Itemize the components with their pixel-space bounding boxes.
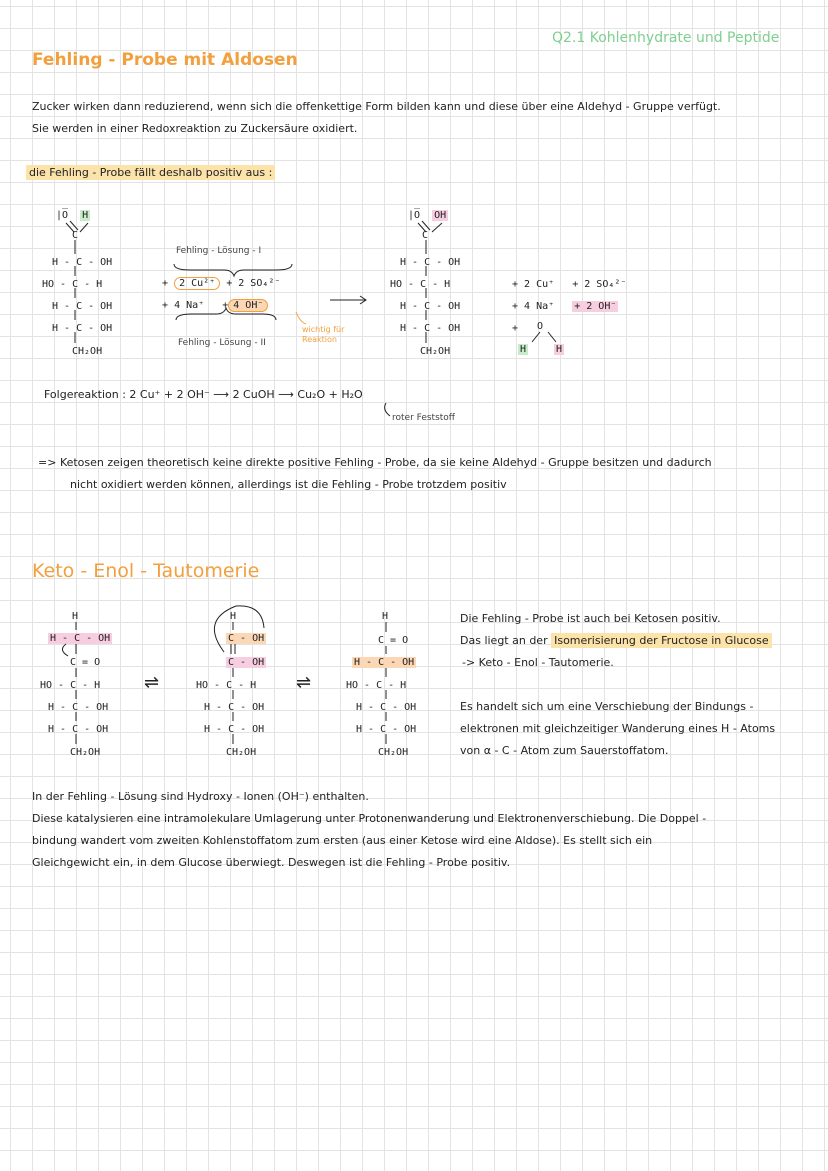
side-line-1: Die Fehling - Probe ist auch bei Ketosen positiv.: [460, 612, 721, 625]
side-line-5: elektronen mit gleichzeitiger Wanderung eines H - Atoms: [460, 722, 776, 735]
product-sodium: + 4 Na⁺: [512, 301, 555, 312]
para-line-1: In der Fehling - Lösung sind Hydroxy - Ionen (OH⁻) enthalten.: [32, 790, 369, 803]
aldose-row-5: CH₂OH: [72, 346, 103, 357]
acid-row-3: H - C - OH: [400, 301, 461, 312]
acid-hydroxyl: OH: [434, 210, 447, 221]
conclusion-text-1: Ketosen zeigen theoretisch keine direkte positive Fehling - Probe, da sie keine Aldehyd - Gruppe besitzen und dadurch: [59, 456, 712, 469]
aldehyde-row-1: C = O: [378, 635, 409, 646]
fehling-label-1: Fehling - Lösung - I: [176, 246, 262, 256]
sodium-ion: 4 Na⁺: [174, 300, 205, 311]
acid-oxygen: |O̅: [408, 210, 421, 221]
keto-row-6: CH₂OH: [70, 747, 101, 758]
acid-row-1: H - C - OH: [400, 257, 461, 268]
plus-sign: +: [162, 300, 169, 311]
equilibrium-arrow-1: ⇌: [144, 672, 160, 693]
keto-row-1-text: H - C - OH: [50, 633, 111, 644]
enol-row-4: H - C - OH: [204, 702, 265, 713]
keto-row-2: C = O: [70, 657, 101, 668]
red-solid-note: roter Feststoff: [392, 413, 455, 423]
keto-row-3: HO - C - H: [40, 680, 101, 691]
hydroxide-ion: 4 OH⁻: [228, 299, 268, 312]
plus-sign: +: [222, 300, 229, 311]
followup-label: Folgereaktion :: [44, 388, 126, 401]
acid-row-2: HO - C - H: [390, 279, 451, 290]
section-title-fehling: Fehling - Probe mit Aldosen: [32, 50, 298, 70]
keto-row-5: H - C - OH: [48, 724, 109, 735]
note-pointer: [296, 312, 306, 324]
acid-row-5: CH₂OH: [420, 346, 451, 357]
course-title: Q2.1 Kohlenhydrate und Peptide: [552, 30, 780, 46]
acid-row-4: H - C - OH: [400, 323, 461, 334]
enol-row-2-text: C - OH: [228, 657, 265, 668]
product-copper: + 2 Cu⁺: [512, 279, 555, 290]
aldehyde-row-2-text: H - C - OH: [354, 657, 415, 668]
water-bond-right: [548, 332, 556, 342]
enol-row-6: CH₂OH: [226, 747, 257, 758]
para-line-2: Diese katalysieren eine intramolekulare Umlagerung unter Protonenwanderung und Elektronenverschiebung. Die Doppel -: [32, 812, 707, 825]
side-line-4: Es handelt sich um eine Verschiebung der Bindungs -: [460, 700, 754, 713]
water-bond-left: [532, 332, 540, 342]
para-line-4: Gleichgewicht ein, in dem Glucose überwiegt. Deswegen ist die Fehling - Probe positiv.: [32, 856, 511, 869]
aldose-carbonyl-c: C: [72, 230, 79, 241]
section-title-tautomerie: Keto - Enol - Tautomerie: [32, 560, 260, 582]
brace-top: [174, 264, 292, 276]
keto-row-0: H: [72, 611, 79, 622]
note-hook: [385, 403, 390, 416]
plus-sign: +: [162, 278, 169, 289]
acid-carboxyl-c: C: [422, 230, 429, 241]
aldehyde-row-6: CH₂OH: [378, 747, 409, 758]
water-oxygen: O: [537, 321, 544, 332]
aldehyde-row-4: H - C - OH: [356, 702, 417, 713]
brace-bottom: [176, 308, 276, 320]
aldehyde-row-5: H - C - OH: [356, 724, 417, 735]
intro-line-2: Sie werden in einer Redoxreaktion zu Zuckersäure oxidiert.: [32, 122, 358, 135]
para-line-3: bindung wandert vom zweiten Kohlenstoffatom zum ersten (aus einer Ketose wird eine Aldose). Es stellt sich ein: [32, 834, 653, 847]
enol-row-0: H: [230, 611, 237, 622]
enol-row-5: H - C - OH: [204, 724, 265, 735]
side-line-6: von α - C - Atom zum Sauerstoffatom.: [460, 744, 669, 757]
aldose-row-3: H - C - OH: [52, 301, 113, 312]
enol-row-1-text: C - OH: [228, 633, 265, 644]
enol-electron-arrow: [214, 606, 264, 652]
product-hydroxide: + 2 OH⁻: [574, 301, 617, 312]
side-line-2-highlight: Isomerisierung der Fructose in Glucose: [551, 633, 772, 648]
water-h-right-text: H: [556, 344, 563, 355]
aldehyde-row-0: H: [382, 611, 389, 622]
reaction-note: wichtig für Reaktion: [302, 325, 345, 344]
aldehyde-row-3: HO - C - H: [346, 680, 407, 691]
aldose-row-4: H - C - OH: [52, 323, 113, 334]
sulfate-ion: + 2 SO₄²⁻: [226, 278, 281, 289]
aldose-aldehyde-h: H: [82, 210, 89, 221]
conclusion-arrow: =>: [38, 456, 57, 469]
followup-equation: 2 Cu⁺ + 2 OH⁻ ⟶ 2 CuOH ⟶ Cu₂O + H₂O: [129, 388, 363, 401]
side-line-2-a: Das liegt an der: [460, 634, 548, 647]
product-sulfate: + 2 SO₄²⁻: [572, 279, 627, 290]
aldose-h-bond: [80, 223, 88, 232]
enol-row-3: HO - C - H: [196, 680, 257, 691]
keto-row-4: H - C - OH: [48, 702, 109, 713]
fehling-label-2: Fehling - Lösung - II: [178, 338, 266, 348]
water-h-left-text: H: [520, 344, 527, 355]
copper-ion: 2 Cu²⁺: [174, 277, 220, 290]
aldose-row-2: HO - C - H: [42, 279, 103, 290]
intro-line-1: Zucker wirken dann reduzierend, wenn sich die offenkettige Form bilden kann und diese über eine Aldehyd - Gruppe verfügt.: [32, 100, 721, 113]
product-water-plus: +: [512, 323, 519, 334]
side-line-3: -> Keto - Enol - Tautomerie.: [462, 656, 614, 669]
equilibrium-arrow-2: ⇌: [296, 672, 312, 693]
acid-oh-bond: [432, 223, 442, 232]
keto-electron-arrow: [62, 644, 68, 656]
positive-label-text: die Fehling - Probe fällt deshalb positiv aus :: [26, 165, 275, 180]
conclusion-line-2: nicht oxidiert werden können, allerdings ist die Fehling - Probe trotzdem positiv: [70, 478, 507, 491]
aldose-oxygen: |O̅: [56, 210, 69, 221]
aldose-row-1: H - C - OH: [52, 257, 113, 268]
